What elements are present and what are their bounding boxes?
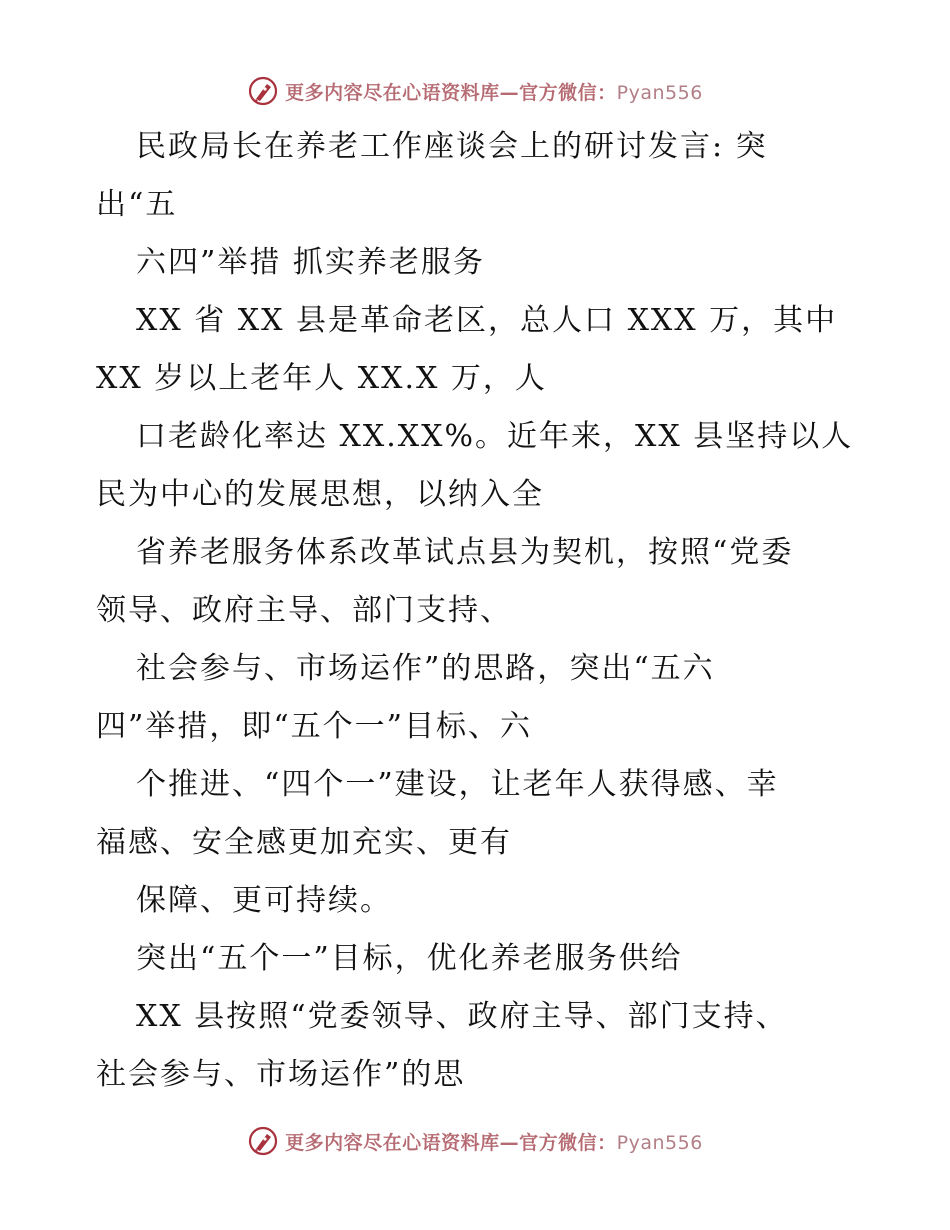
paragraph-line: 民为中心的发展思想，以纳入全 — [96, 477, 544, 512]
banner-content — [247, 1125, 703, 1157]
footer-banner — [0, 1121, 950, 1161]
paragraph-line: XX 岁以上老年人 XX.X 万，人 — [96, 361, 547, 396]
paragraph-line: 口老龄化率达 XX.XX%。近年来，XX 县坚持以人 — [136, 419, 854, 454]
banner-label: 更多内容尽在心语资料库—官方微信： — [285, 81, 617, 104]
paragraph-line: XX 省 XX 县是革命老区，总人口 XXX 万，其中 — [136, 303, 838, 338]
banner-text — [285, 78, 703, 105]
title-line: 出“五 — [96, 187, 178, 222]
banner-label: 更多内容尽在心语资料库—官方微信： — [285, 1131, 617, 1154]
paragraph-line: 领导、政府主导、部门支持、 — [96, 593, 512, 628]
banner-text — [285, 1128, 703, 1155]
paragraph-line: 福感、安全感更加充实、更有 — [96, 825, 512, 860]
banner-content — [247, 75, 703, 107]
wechat-id: Pyan556 — [616, 81, 703, 104]
header-banner — [0, 71, 950, 111]
paragraph-line: 省养老服务体系改革试点县为契机，按照“党委 — [136, 535, 794, 570]
title-line: 六四”举措 抓实养老服务 — [136, 245, 485, 280]
paragraph-line: 社会参与、市场运作”的思 — [96, 1057, 466, 1092]
paragraph-line: XX 县按照“党委领导、政府主导、部门支持、 — [136, 999, 788, 1034]
paragraph-line: 社会参与、市场运作”的思路，突出“五六 — [136, 651, 715, 686]
wechat-id: Pyan556 — [616, 1131, 703, 1154]
paragraph-line: 四”举措，即“五个一”目标、六 — [96, 709, 533, 744]
title-line: 民政局长在养老工作座谈会上的研讨发言: 突 — [136, 129, 768, 164]
section-heading: 突出“五个一”目标，优化养老服务供给 — [136, 941, 683, 976]
pen-nib-logo-icon — [247, 1125, 279, 1157]
document-body — [96, 118, 866, 1104]
paragraph-line: 个推进、“四个一”建设，让老年人获得感、幸 — [136, 767, 779, 802]
pen-nib-logo-icon — [247, 75, 279, 107]
paragraph-line: 保障、更可持续。 — [136, 883, 392, 918]
